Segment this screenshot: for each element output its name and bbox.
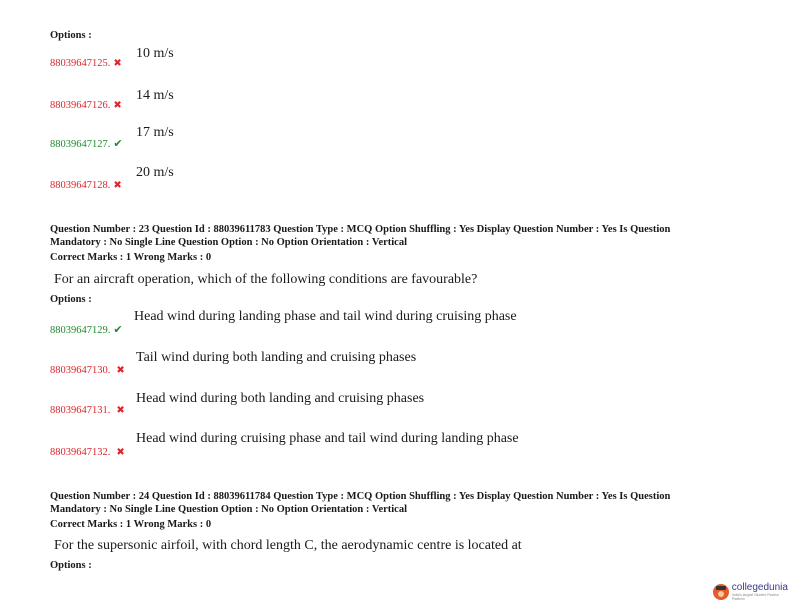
cross-mark-icon: ✖ [116, 365, 125, 376]
option-row [50, 53, 122, 71]
option-text: Tail wind during both landing and cruising phases [136, 350, 417, 365]
option-id: 88039647126. [50, 100, 111, 111]
option-text: 10 m/s [136, 46, 174, 61]
options-label: Options : [50, 560, 92, 571]
option-text: Head wind during both landing and cruising phases [136, 391, 425, 406]
cross-mark-icon: ✖ [116, 405, 125, 416]
option-text: 14 m/s [136, 88, 174, 103]
option-id: 88039647128. [50, 180, 111, 191]
option-text: 20 m/s [136, 165, 174, 180]
question-meta [50, 490, 750, 516]
option-text: 17 m/s [136, 125, 174, 140]
cross-mark-icon: ✖ [116, 447, 125, 458]
check-mark-icon: ✔ [113, 138, 123, 150]
collegedunia-logo [713, 583, 792, 601]
cross-mark-icon: ✖ [113, 58, 122, 69]
question-meta-line2: Mandatory : No Single Line Question Option : No Option Orientation : Vertical [50, 504, 408, 515]
option-text: Head wind during landing phase and tail wind during cruising phase [134, 309, 517, 324]
question-text: For the supersonic airfoil, with chord length C, the aerodynamic centre is located at [54, 538, 522, 553]
logo-tagline: India's largest Student Review Platform [731, 593, 779, 601]
question-meta-line2: Mandatory : No Single Line Question Option : No Option Orientation : Vertical [50, 237, 408, 248]
option-row [50, 400, 125, 418]
graduate-mascot-icon [713, 584, 729, 600]
question-text: For an aircraft operation, which of the following conditions are favourable? [54, 272, 478, 287]
option-id: 88039647131. [50, 405, 111, 416]
option-row [50, 442, 125, 460]
question-marks: Correct Marks : 1 Wrong Marks : 0 [50, 252, 212, 263]
options-label: Options : [50, 30, 92, 41]
option-row [50, 320, 123, 338]
logo-name: collegedunia [731, 582, 788, 593]
option-id: 88039647127. [50, 139, 111, 150]
question-marks: Correct Marks : 1 Wrong Marks : 0 [50, 519, 212, 530]
option-row [50, 134, 123, 152]
option-row [50, 360, 125, 378]
option-row [50, 95, 122, 113]
option-id: 88039647125. [50, 58, 111, 69]
question-meta-line1: Question Number : 24 Question Id : 88039611784 Question Type : MCQ Option Shuffling : Yes Display Question Number : Yes Is Question [50, 491, 671, 502]
options-label: Options : [50, 294, 92, 305]
option-id: 88039647132. [50, 447, 111, 458]
question-meta-line1: Question Number : 23 Question Id : 88039611783 Question Type : MCQ Option Shuffling : Yes Display Question Number : Yes Is Question [50, 224, 671, 235]
option-row [50, 175, 122, 193]
cross-mark-icon: ✖ [113, 180, 122, 191]
option-id: 88039647129. [50, 325, 111, 336]
option-id: 88039647130. [50, 365, 111, 376]
cross-mark-icon: ✖ [113, 100, 122, 111]
option-text: Head wind during cruising phase and tail wind during landing phase [136, 431, 519, 446]
check-mark-icon: ✔ [113, 324, 123, 336]
question-meta [50, 223, 750, 249]
